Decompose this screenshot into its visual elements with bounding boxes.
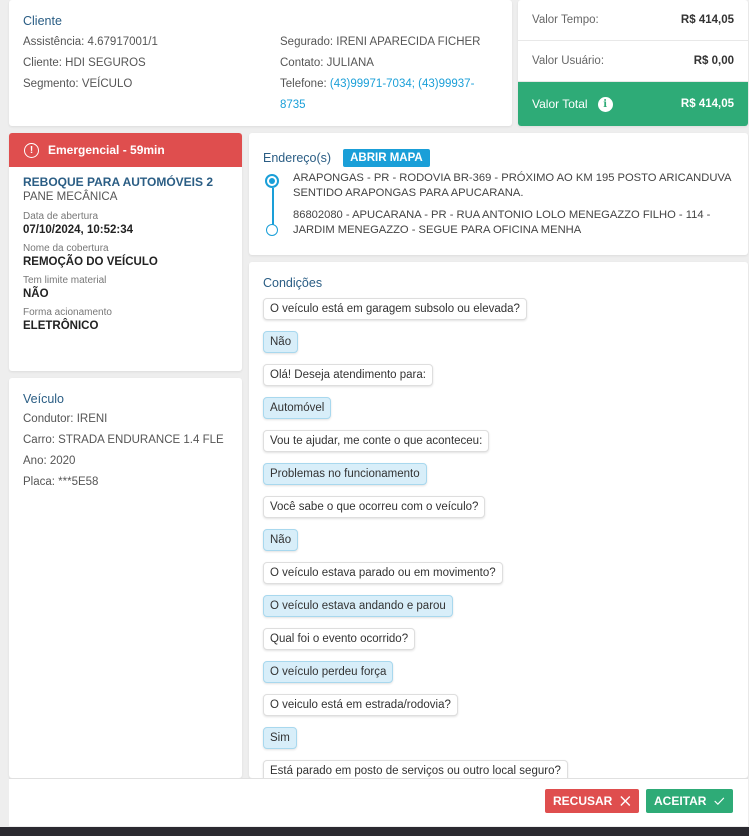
condutor-text: Condutor: IRENI: [23, 413, 108, 425]
telefone-link-2[interactable]: (43)99937-8735: [280, 78, 475, 111]
condicoes-title: Condições: [263, 276, 323, 290]
address-origin-text: ARAPONGAS - PR - RODOVIA BR-369 - PRÓXIMO AO KM 195 POSTO ARICANDUVA SENTIDO ARAPONGAS PARA APUCARANA.: [293, 172, 731, 199]
question-bubble: O veículo estava parado ou em movimento?: [263, 562, 503, 584]
placa-text: Placa: ***5E58: [23, 476, 99, 488]
valor-total-value: R$ 414,05: [680, 98, 734, 110]
field-value: REMOÇÃO DO VEÍCULO: [23, 256, 158, 268]
assistencia-text: Assistência: 4.67917001/1: [23, 36, 158, 48]
address-destination-text: 86802080 - APUCARANA - PR - RUA ANTONIO LOLO MENEGAZZO FILHO - 114 - JARDIM MENEGAZZO - SEGUE PARA OFICINA MENHA: [293, 209, 711, 236]
endereco-card: [249, 133, 748, 255]
cliente-name-text: Cliente: HDI SEGUROS: [23, 57, 146, 69]
answer-bubble: O veículo estava andando e parou: [263, 595, 453, 617]
answer-bubble: Não: [263, 331, 298, 353]
recusar-label: RECUSAR: [553, 794, 613, 808]
cliente-card: [9, 0, 512, 126]
valores-card: [518, 0, 748, 126]
valor-total-label-wrap: [532, 97, 613, 112]
telefone-text: [280, 74, 498, 116]
answer-bubble: Problemas no funcionamento: [263, 463, 427, 485]
telefone-label: Telefone:: [280, 78, 327, 90]
emergencial-text: Emergencial - 59min: [48, 143, 165, 157]
segmento-text: Segmento: VEÍCULO: [23, 78, 133, 90]
cliente-title: Cliente: [23, 14, 62, 28]
question-bubble: O veículo está em garagem subsolo ou elevada?: [263, 298, 527, 320]
valor-usuario-value: R$ 0,00: [693, 55, 734, 67]
valor-usuario-label: Valor Usuário:: [532, 55, 605, 67]
action-footer: [9, 778, 748, 826]
veiculo-card: [9, 378, 242, 778]
valor-total-row: [518, 82, 748, 126]
address-origin: [263, 171, 734, 201]
alert-circle-icon: !: [24, 143, 39, 158]
aceitar-button[interactable]: [646, 789, 733, 813]
segurado-text: Segurado: IRENI APARECIDA FICHER: [280, 36, 481, 48]
check-icon: [714, 795, 725, 807]
answer-bubble: Não: [263, 529, 298, 551]
field-label: Tem limite material: [23, 275, 107, 286]
question-bubble: Vou te ajudar, me conte o que aconteceu:: [263, 430, 489, 452]
answer-bubble: O veículo perdeu força: [263, 661, 393, 683]
condicoes-card[interactable]: [249, 262, 748, 778]
close-icon: [620, 795, 631, 807]
destination-marker-icon: [266, 224, 278, 236]
valor-usuario-row: [518, 41, 748, 82]
field-value: 07/10/2024, 10:52:34: [23, 224, 133, 236]
veiculo-title: Veículo: [23, 392, 65, 406]
abrir-mapa-button[interactable]: ABRIR MAPA: [343, 149, 430, 167]
answer-bubble: Sim: [263, 727, 297, 749]
aceitar-label: ACEITAR: [654, 794, 707, 808]
carro-text: Carro: STRADA ENDURANCE 1.4 FLE: [23, 434, 224, 446]
field-label: Nome da cobertura: [23, 243, 109, 254]
telefone-separator: ;: [411, 78, 415, 90]
emergencial-banner: [9, 133, 242, 167]
info-icon[interactable]: i: [598, 97, 613, 112]
servico-card: [9, 133, 242, 371]
valor-tempo-label: Valor Tempo:: [532, 14, 599, 26]
question-bubble: Qual foi o evento ocorrido?: [263, 628, 415, 650]
question-bubble: Está parado em posto de serviços ou outro local seguro?: [263, 760, 568, 778]
field-label: Data de abertura: [23, 211, 99, 222]
taskbar-strip: [0, 827, 749, 836]
question-bubble: Olá! Deseja atendimento para:: [263, 364, 433, 386]
address-list: [263, 171, 734, 238]
field-label: Forma acionamento: [23, 307, 112, 318]
servico-title: REBOQUE PARA AUTOMÓVEIS 2: [23, 175, 214, 189]
contato-text: Contato: JULIANA: [280, 57, 374, 69]
valor-total-label: Valor Total: [532, 97, 588, 111]
recusar-button[interactable]: [545, 789, 639, 813]
field-value: ELETRÔNICO: [23, 320, 99, 332]
valor-tempo-row: [518, 0, 748, 41]
valor-tempo-value: R$ 414,05: [680, 14, 734, 26]
answer-bubble: Automóvel: [263, 397, 331, 419]
field-value: NÃO: [23, 288, 49, 300]
address-destination: [263, 208, 734, 238]
origin-marker-icon: [265, 174, 279, 188]
telefone-link-1[interactable]: (43)99971-7034: [329, 78, 412, 90]
servico-subtitle: PANE MECÂNICA: [23, 191, 118, 203]
ano-text: Ano: 2020: [23, 455, 76, 467]
question-bubble: O veiculo está em estrada/rodovia?: [263, 694, 458, 716]
endereco-title: Endereço(s): [263, 151, 332, 165]
question-bubble: Você sabe o que ocorreu com o veículo?: [263, 496, 485, 518]
